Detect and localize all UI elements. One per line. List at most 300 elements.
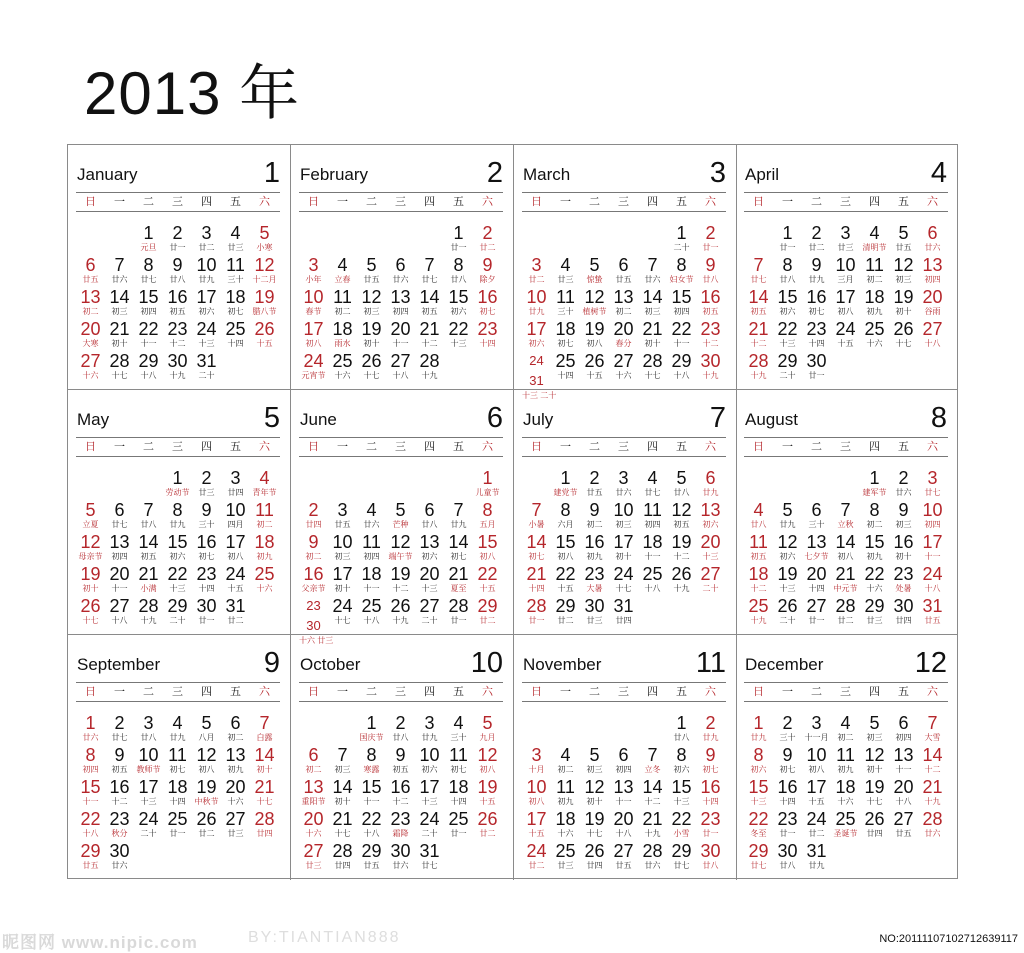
- day-cell: [250, 777, 279, 807]
- lunar-date: 初五: [750, 552, 767, 561]
- month-number: 10: [470, 647, 503, 679]
- day-cell: [386, 841, 415, 871]
- day-number: 13: [109, 532, 130, 552]
- day-number: 16: [477, 287, 498, 307]
- lunar-date: 廿三: [866, 616, 883, 625]
- day-cell: [221, 255, 250, 285]
- day-number: 5: [395, 500, 406, 520]
- day-number: 25: [332, 351, 353, 371]
- lunar-date: 十一: [363, 797, 380, 806]
- day-number: 16: [196, 532, 217, 552]
- day-number: 20: [613, 809, 634, 829]
- day-cell: [522, 500, 551, 530]
- lunar-date: 建党节: [553, 488, 578, 497]
- day-number: 4: [259, 468, 270, 488]
- lunar-date: 十四: [169, 797, 186, 806]
- day-number: 19: [893, 287, 914, 307]
- lunar-date: 初十: [586, 797, 603, 806]
- lunar-date: 十九: [392, 616, 409, 625]
- day-number: 17: [419, 777, 440, 797]
- day-cell: [105, 319, 134, 349]
- lunar-date: 廿一: [528, 616, 545, 625]
- lunar-date: 初二: [586, 520, 603, 529]
- day-cell: [105, 564, 134, 594]
- weekday-label: 三: [840, 441, 851, 453]
- lunar-date: 廿二: [528, 275, 545, 284]
- day-number: 8: [143, 255, 154, 275]
- day-number: 25: [748, 596, 769, 616]
- lunar-date: 廿二: [479, 829, 496, 838]
- weekday-label: 六: [259, 441, 270, 453]
- day-number: 26: [196, 809, 217, 829]
- day-number: 1: [676, 223, 687, 243]
- weekday-label: 六: [259, 196, 270, 208]
- day-number: 5: [869, 713, 880, 733]
- day-number: 5: [676, 468, 687, 488]
- day-number: 31: [196, 351, 217, 371]
- day-cell: [773, 564, 802, 594]
- day-cell: [831, 287, 860, 317]
- lunar-date: 初十: [866, 765, 883, 774]
- day-number: 24 31: [529, 353, 544, 388]
- lunar-date: 廿八: [673, 733, 690, 742]
- lunar-date: 初八: [227, 552, 244, 561]
- day-number: 24: [138, 809, 159, 829]
- lunar-date: 十五: [528, 829, 545, 838]
- month-october: [291, 635, 514, 880]
- day-number: 2: [898, 468, 909, 488]
- day-number: 6: [395, 255, 406, 275]
- day-number: 17: [922, 532, 943, 552]
- lunar-date: 初四: [111, 552, 128, 561]
- watermark-author: BY:TIANTIAN888: [248, 929, 401, 946]
- day-number: 9: [589, 500, 600, 520]
- lunar-date: 秋分: [111, 829, 128, 838]
- lunar-date: 初二: [256, 520, 273, 529]
- lunar-date: 初七: [557, 339, 574, 348]
- lunar-date: 十二: [673, 552, 690, 561]
- day-cell: [744, 287, 773, 317]
- day-number: 20: [893, 777, 914, 797]
- day-cell: [609, 500, 638, 530]
- day-number: 27: [893, 809, 914, 829]
- lunar-date: 初六: [779, 307, 796, 316]
- day-cell: [918, 532, 947, 562]
- day-number: 27: [419, 596, 440, 616]
- lunar-date: 十七: [644, 371, 661, 380]
- lunar-date: 十九: [644, 829, 661, 838]
- lunar-date: 初二: [305, 552, 322, 561]
- day-number: 23: [700, 319, 721, 339]
- day-number: 11: [226, 255, 245, 275]
- day-number: 7: [453, 500, 464, 520]
- month-july: [514, 390, 737, 635]
- lunar-date: 十九: [750, 616, 767, 625]
- day-cell: [580, 745, 609, 775]
- weekday-header: [744, 682, 948, 702]
- day-cell: [889, 468, 918, 498]
- day-cell: [299, 841, 328, 871]
- day-number: 24: [332, 596, 353, 616]
- day-cell: [551, 500, 580, 530]
- lunar-date: 初八: [586, 339, 603, 348]
- day-number: 6: [618, 745, 629, 765]
- day-number: 1: [366, 713, 377, 733]
- day-cell: [889, 745, 918, 775]
- day-number: 20: [303, 809, 324, 829]
- day-cell: [473, 255, 502, 285]
- day-number: 3: [531, 745, 542, 765]
- weekday-label: 三: [395, 441, 406, 453]
- day-cell: [444, 532, 473, 562]
- month-name: June: [300, 410, 337, 429]
- day-number: 5: [589, 255, 600, 275]
- day-number: 9: [705, 255, 716, 275]
- weekday-label: 二: [366, 441, 377, 453]
- day-cell: [444, 223, 473, 253]
- day-number: 3: [840, 223, 851, 243]
- lunar-date: 十四: [198, 584, 215, 593]
- day-number: 26: [584, 351, 605, 371]
- day-cell: [76, 351, 105, 381]
- day-number: 25: [361, 596, 382, 616]
- day-cell: [744, 841, 773, 871]
- day-cell: [831, 532, 860, 562]
- weekday-label: 六: [482, 686, 493, 698]
- day-cell: [831, 319, 860, 349]
- day-cell: [444, 287, 473, 317]
- day-cell: [918, 777, 947, 807]
- lunar-date: 植树节: [582, 307, 607, 316]
- day-cell: [134, 745, 163, 775]
- day-number: 17: [835, 287, 856, 307]
- day-cell: [357, 777, 386, 807]
- day-number: 27: [700, 564, 721, 584]
- lunar-date: 初八: [479, 765, 496, 774]
- day-cell: [802, 809, 831, 839]
- lunar-date: 十八: [615, 829, 632, 838]
- day-number: 15: [671, 777, 692, 797]
- day-cell: [802, 223, 831, 253]
- lunar-date: 十三: [673, 797, 690, 806]
- day-number: 9: [811, 255, 822, 275]
- day-number: 4: [337, 255, 348, 275]
- day-number: 24: [806, 809, 827, 829]
- lunar-date: 十一: [673, 339, 690, 348]
- lunar-date: 初七: [702, 765, 719, 774]
- lunar-date: 廿七: [673, 861, 690, 870]
- weekday-label: 二: [589, 686, 600, 698]
- lunar-date: 二十: [198, 371, 215, 380]
- day-number: 27: [390, 351, 411, 371]
- day-number: 4: [560, 255, 571, 275]
- day-number: 10: [419, 745, 440, 765]
- day-cell: [221, 809, 250, 839]
- lunar-date: 廿一: [450, 243, 467, 252]
- day-cell: [696, 809, 725, 839]
- day-cell: [163, 468, 192, 498]
- day-number: 7: [647, 255, 658, 275]
- weekday-label: 五: [676, 196, 687, 208]
- lunar-date: 十八: [82, 829, 99, 838]
- day-number: 5: [85, 500, 96, 520]
- lunar-date: 春节: [305, 307, 322, 316]
- lunar-date: 初四: [140, 307, 157, 316]
- day-cell: [163, 532, 192, 562]
- day-cell: [221, 223, 250, 253]
- day-cell: [580, 351, 609, 381]
- lunar-date: 十九: [702, 371, 719, 380]
- lunar-date: 元宵节: [301, 371, 326, 380]
- day-number: 12: [196, 745, 217, 765]
- lunar-date: 立春: [334, 275, 351, 284]
- lunar-date: 初九: [586, 552, 603, 561]
- day-number: 28: [748, 351, 769, 371]
- day-number: 4: [560, 745, 571, 765]
- day-cell: [76, 532, 105, 562]
- day-cell: [192, 223, 221, 253]
- lunar-date: 立秋: [837, 520, 854, 529]
- weekday-label: 日: [308, 196, 319, 208]
- lunar-date: 初三: [586, 765, 603, 774]
- day-cell: [744, 713, 773, 743]
- day-number: 28: [254, 809, 275, 829]
- day-number: 2: [482, 223, 493, 243]
- lunar-date: 十九: [750, 371, 767, 380]
- day-number: 20: [613, 319, 634, 339]
- weekday-label: 日: [531, 441, 542, 453]
- day-number: 13: [613, 287, 634, 307]
- day-cell: [444, 564, 473, 594]
- lunar-date: 初六: [421, 765, 438, 774]
- lunar-date: 廿九: [750, 733, 767, 742]
- lunar-date: 廿九: [169, 733, 186, 742]
- day-number: 20: [80, 319, 101, 339]
- lunar-date: 初二: [837, 733, 854, 742]
- month-name: October: [300, 655, 361, 674]
- month-name: August: [745, 410, 798, 429]
- day-cell: [357, 287, 386, 317]
- lunar-date: 初八: [528, 797, 545, 806]
- day-cell: [221, 468, 250, 498]
- lunar-date: 廿八: [450, 275, 467, 284]
- lunar-date: 十二: [421, 339, 438, 348]
- day-number: 28: [138, 596, 159, 616]
- day-cell: [386, 532, 415, 562]
- day-cell: [889, 319, 918, 349]
- day-number: 13: [80, 287, 101, 307]
- day-number: 19: [80, 564, 101, 584]
- day-number: 22: [671, 809, 692, 829]
- lunar-date: 初二: [82, 307, 99, 316]
- lunar-date: 十四: [450, 797, 467, 806]
- lunar-date: 小年: [305, 275, 322, 284]
- weekday-label: 六: [705, 196, 716, 208]
- day-number: 15: [777, 287, 798, 307]
- day-number: 21: [419, 319, 440, 339]
- lunar-date: 初六: [528, 339, 545, 348]
- day-cell: [444, 713, 473, 743]
- lunar-date: 十四: [528, 584, 545, 593]
- month-june: [291, 390, 514, 645]
- lunar-date: 廿八: [702, 861, 719, 870]
- day-cell: [580, 777, 609, 807]
- weekday-label: 三: [840, 196, 851, 208]
- day-number: 17: [526, 319, 547, 339]
- day-number: 14: [419, 287, 440, 307]
- lunar-date: 廿九: [808, 275, 825, 284]
- lunar-date: 初四: [644, 520, 661, 529]
- day-number: 11: [556, 777, 575, 797]
- day-number: 11: [749, 532, 768, 552]
- lunar-date: 十三: [198, 339, 215, 348]
- day-cell: [522, 809, 551, 839]
- lunar-date: 廿一: [169, 829, 186, 838]
- day-cell: [163, 564, 192, 594]
- day-cell: [696, 223, 725, 253]
- day-cell: [609, 319, 638, 349]
- day-cell: [918, 596, 947, 626]
- lunar-date: 十月: [528, 765, 545, 774]
- day-cell: [860, 564, 889, 594]
- weekday-label: 六: [482, 196, 493, 208]
- month-name: March: [523, 165, 571, 184]
- day-cell: [551, 745, 580, 775]
- lunar-date: 廿七: [421, 275, 438, 284]
- lunar-date: 十四: [557, 371, 574, 380]
- day-cell: [580, 255, 609, 285]
- day-number: 18: [748, 564, 769, 584]
- day-number: 19: [477, 777, 498, 797]
- day-number: 1: [753, 713, 764, 733]
- lunar-date: 廿四: [305, 520, 322, 529]
- day-cell: [889, 255, 918, 285]
- day-cell: [76, 596, 105, 626]
- weekday-label: 二: [143, 441, 154, 453]
- day-cell: [773, 841, 802, 871]
- lunar-date: 廿六: [615, 488, 632, 497]
- lunar-date: 初二: [227, 733, 244, 742]
- lunar-date: 中秋节: [194, 797, 219, 806]
- month-november: [514, 635, 737, 880]
- day-cell: [386, 255, 415, 285]
- lunar-date: 三十: [227, 275, 244, 284]
- lunar-date: 十一月: [804, 733, 829, 742]
- lunar-date: 廿四: [615, 616, 632, 625]
- day-cell: [386, 777, 415, 807]
- day-number: 12: [477, 745, 498, 765]
- lunar-date: 十六: [227, 797, 244, 806]
- weekday-label: 四: [869, 686, 880, 698]
- day-cell: [357, 351, 386, 381]
- lunar-date: 十八: [673, 371, 690, 380]
- lunar-date: 廿三: [198, 488, 215, 497]
- lunar-date: 十八: [363, 616, 380, 625]
- day-number: 3: [531, 255, 542, 275]
- day-number: 14: [642, 287, 663, 307]
- lunar-date: 初八: [198, 765, 215, 774]
- day-number: 16: [893, 532, 914, 552]
- lunar-date: 初五: [169, 307, 186, 316]
- day-number: 30: [196, 596, 217, 616]
- lunar-date: 八月: [198, 733, 215, 742]
- lunar-date: 初二: [866, 275, 883, 284]
- day-number: 28: [526, 596, 547, 616]
- lunar-date: 十三: [750, 797, 767, 806]
- weekday-label: 三: [172, 196, 183, 208]
- day-number: 2: [589, 468, 600, 488]
- day-number: 23: [806, 319, 827, 339]
- day-cell: [580, 532, 609, 562]
- day-cell: [744, 319, 773, 349]
- lunar-date: 二十: [779, 616, 796, 625]
- day-number: 17: [196, 287, 217, 307]
- day-cell: [357, 500, 386, 530]
- day-number: 15: [138, 287, 159, 307]
- lunar-date: 十一: [924, 552, 941, 561]
- day-number: 3: [143, 713, 154, 733]
- lunar-date: 廿二: [808, 243, 825, 252]
- day-cell: [918, 287, 947, 317]
- day-number: 13: [303, 777, 324, 797]
- lunar-date: 十三 二十: [522, 391, 557, 400]
- day-number: 6: [927, 223, 938, 243]
- day-number: 13: [893, 745, 914, 765]
- lunar-date: 初七: [450, 765, 467, 774]
- day-cell: [889, 287, 918, 317]
- day-number: 3: [811, 713, 822, 733]
- lunar-date: 初五: [421, 307, 438, 316]
- day-number: 2: [172, 223, 183, 243]
- lunar-date: 初三: [363, 307, 380, 316]
- day-number: 4: [366, 500, 377, 520]
- day-number: 8: [453, 255, 464, 275]
- lunar-date: 三十: [779, 733, 796, 742]
- lunar-date: 十三: [450, 339, 467, 348]
- day-number: 5: [589, 745, 600, 765]
- day-number: 20: [922, 287, 943, 307]
- day-cell: [299, 745, 328, 775]
- day-cell: [609, 468, 638, 498]
- lunar-date: 廿三: [227, 243, 244, 252]
- lunar-date: 十七: [615, 584, 632, 593]
- day-cell: [134, 532, 163, 562]
- lunar-date: 初三: [615, 520, 632, 529]
- day-number: 8: [676, 255, 687, 275]
- day-number: 20: [225, 777, 246, 797]
- day-number: 28: [448, 596, 469, 616]
- day-cell: [860, 319, 889, 349]
- day-number: 8: [172, 500, 183, 520]
- lunar-date: 十四: [808, 339, 825, 348]
- lunar-date: 初七: [227, 307, 244, 316]
- day-cell: [473, 564, 502, 594]
- month-february: [291, 145, 514, 390]
- day-number: 4: [230, 223, 241, 243]
- lunar-date: 廿六: [111, 275, 128, 284]
- weekday-label: 二: [811, 196, 822, 208]
- day-number: 15: [448, 287, 469, 307]
- day-number: 5: [898, 223, 909, 243]
- lunar-date: 廿一: [808, 371, 825, 380]
- day-cell: [192, 287, 221, 317]
- day-number: 8: [676, 745, 687, 765]
- lunar-date: 廿三: [557, 275, 574, 284]
- lunar-date: 十七: [866, 797, 883, 806]
- day-number: 11: [643, 500, 662, 520]
- lunar-date: 廿四: [227, 488, 244, 497]
- day-number: 29: [777, 351, 798, 371]
